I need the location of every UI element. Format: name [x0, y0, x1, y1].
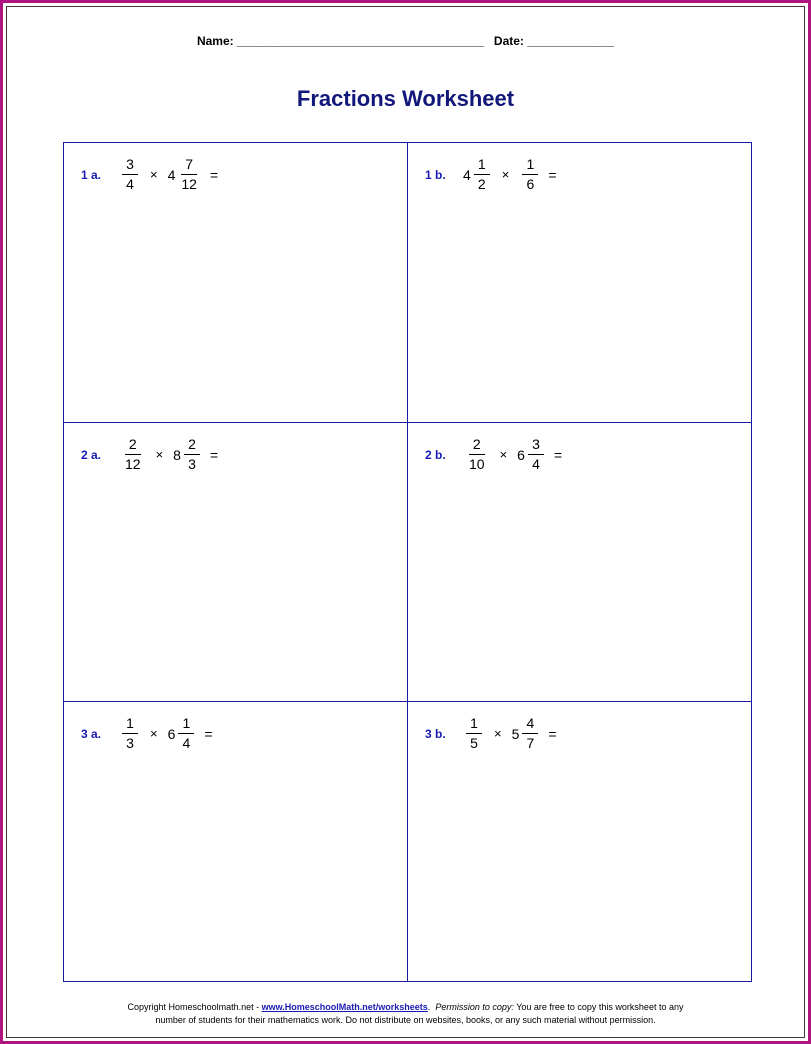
numerator: 1: [122, 716, 138, 734]
numerator: 1: [466, 716, 482, 734]
denominator: 4: [126, 176, 134, 192]
problem-label: 2 b.: [425, 447, 446, 462]
footer-line-2: number of students for their mathematics work. Do not distribute on websites, books, or any such material without permission.: [155, 1015, 656, 1025]
numerator: 7: [181, 157, 197, 175]
equals-sign: =: [209, 166, 219, 183]
problem: [81, 157, 218, 192]
name-label: Name: _____________________________________: [196, 34, 484, 48]
denominator: 6: [526, 176, 535, 192]
numerator: 2: [469, 437, 485, 455]
numerator: 2: [125, 437, 141, 455]
denominator: 10: [469, 456, 485, 472]
permission-label: Permission to copy:: [435, 1002, 514, 1012]
problem-cell-3a: [64, 702, 408, 981]
fraction: [522, 716, 538, 751]
fraction: [178, 157, 200, 192]
denominator: 4: [182, 735, 191, 751]
denominator: 3: [126, 735, 134, 751]
fraction: [528, 437, 544, 472]
fraction: [122, 437, 144, 472]
numerator: 4: [522, 716, 538, 734]
denominator: 7: [526, 735, 535, 751]
whole-number: 6: [517, 446, 525, 463]
problem: [425, 716, 557, 751]
operator: ×: [150, 167, 158, 182]
denominator: 2: [477, 176, 486, 192]
fraction: [178, 716, 194, 751]
problem-cell-2b: [408, 423, 752, 702]
copyright-text: Copyright Homeschoolmath.net -: [127, 1002, 262, 1012]
page-title: Fractions Worksheet: [296, 86, 515, 111]
denominator: 12: [125, 456, 141, 472]
equals-sign: =: [548, 166, 557, 183]
equals-sign: =: [204, 725, 213, 742]
problem-grid: [63, 142, 752, 982]
denominator: 5: [470, 735, 478, 751]
fraction: [122, 716, 138, 751]
denominator: 4: [532, 456, 540, 472]
operator: ×: [150, 726, 158, 741]
denominator: 3: [188, 456, 196, 472]
fraction: [466, 716, 482, 751]
equals-sign: =: [553, 446, 563, 463]
worksheets-link[interactable]: www.HomeschoolMath.net/worksheets: [261, 1002, 428, 1012]
problem-cell-3b: [408, 702, 752, 981]
equals-sign: =: [548, 725, 557, 742]
problem-label: 3 b.: [425, 726, 446, 741]
operator: ×: [155, 447, 164, 462]
whole-number: 4: [167, 166, 176, 183]
whole-number: 8: [173, 446, 181, 463]
problem: [81, 437, 218, 472]
numerator: 1: [522, 157, 538, 175]
problem-label: 1 a.: [81, 167, 102, 182]
header-line: [0, 34, 811, 48]
whole-number: 5: [511, 725, 520, 742]
numerator: 3: [528, 437, 544, 455]
whole-number: 6: [167, 725, 176, 742]
footer-period: .: [427, 1002, 431, 1012]
date-label: Date: _____________: [493, 34, 615, 48]
problem-label: 2 a.: [81, 447, 102, 462]
fraction: [522, 157, 538, 192]
problem: [81, 716, 213, 751]
equals-sign: =: [209, 446, 219, 463]
footer: [0, 1001, 811, 1027]
fraction: [466, 437, 488, 472]
fraction: [122, 157, 138, 192]
numerator: 1: [178, 716, 194, 734]
problem-cell-2a: [64, 423, 408, 702]
denominator: 12: [181, 176, 197, 192]
whole-number: 4: [463, 166, 471, 183]
problem: [425, 437, 562, 472]
problem-label: 3 a.: [81, 726, 102, 741]
footer-line-1: [0, 1001, 811, 1014]
problem-label: 1 b.: [425, 167, 446, 182]
operator: ×: [499, 447, 508, 462]
fraction: [474, 157, 490, 192]
fraction: [184, 437, 200, 472]
permission-text: You are free to copy this worksheet to any: [513, 1002, 684, 1012]
operator: ×: [494, 726, 502, 741]
numerator: 2: [184, 437, 200, 455]
problem: [425, 157, 557, 192]
operator: ×: [501, 167, 510, 182]
numerator: 3: [122, 157, 138, 175]
problem-cell-1b: [408, 143, 752, 423]
problem-cell-1a: [64, 143, 408, 423]
numerator: 1: [474, 157, 490, 175]
